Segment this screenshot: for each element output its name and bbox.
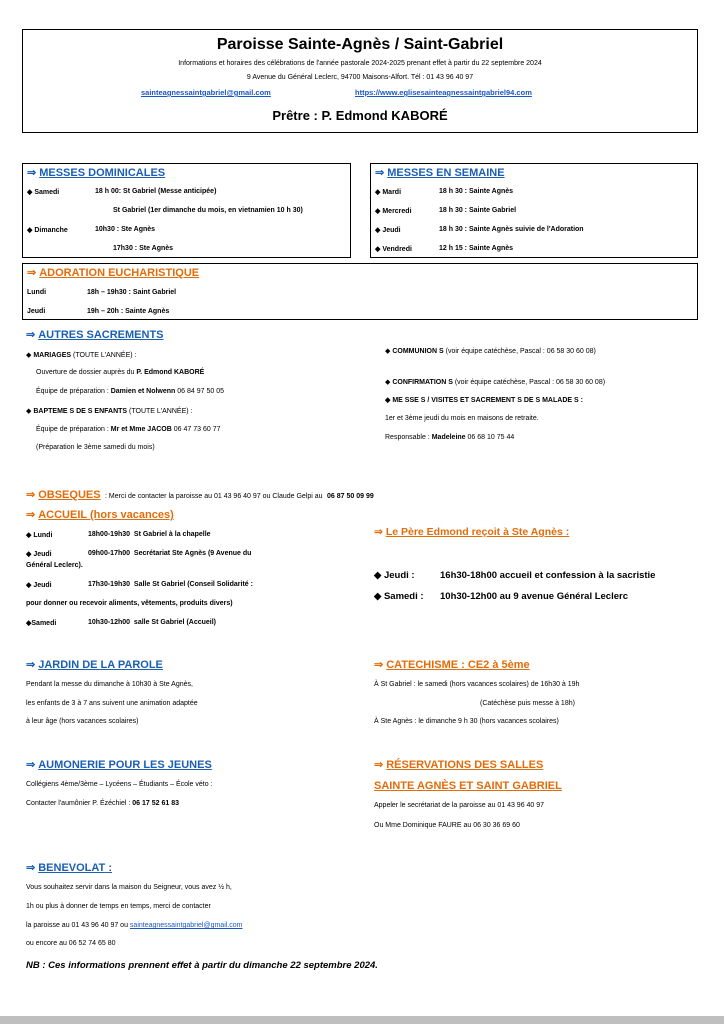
email-link[interactable]: sainteagnessaintgabriel@gmail.com (141, 88, 271, 97)
mariages-detail: Ouverture de dossier auprès du P. Edmond KABORÉ (36, 369, 205, 376)
bullet-icon: ◆ (27, 189, 33, 196)
messes-semaine-title: ⇒ MESSES EN SEMAINE (375, 167, 505, 179)
bullet-icon: ◆ (385, 348, 391, 355)
list-item-time: 18h – 19h30 : Saint Gabriel (87, 289, 177, 296)
catechisme-line: (Catéchèse puis messe à 18h) (480, 700, 575, 707)
benevolat-email-link[interactable]: sainteagnessaintgabriel@gmail.com (129, 922, 243, 929)
malades-detail: 1er et 3ème jeudi du mois en maisons de retraite. (385, 415, 539, 422)
list-item-time: 12 h 15 : Sainte Agnès (439, 245, 514, 252)
list-item: ◆ Jeudi (375, 227, 401, 234)
bullet-icon: ◆ (374, 570, 382, 581)
arrow-icon: ⇒ (26, 659, 36, 671)
header-links (23, 88, 697, 98)
list-item-time: 17h30-19h30 Salle St Gabriel (Conseil Solidarité : (88, 581, 253, 588)
bullet-icon: ◆ (26, 408, 32, 415)
malades-line: ◆ ME SSE S / VISITES ET SACREMENT S DE S MALADE S : (385, 397, 583, 404)
reservations-subtitle: SAINTE AGNÈS ET SAINT GABRIEL (374, 780, 562, 792)
list-item-time: 18 h 00: St Gabriel (Messe anticipée) (95, 188, 217, 195)
jardin-line: à leur âge (hors vacances scolaires) (26, 718, 139, 725)
arrow-icon: ⇒ (374, 526, 383, 538)
arrow-icon: ⇒ (374, 659, 384, 671)
catechisme-line: À St Gabriel : le samedi (hors vacances scolaires) de 16h30 à 19h (374, 681, 580, 688)
benevolat-phone: ou encore au 06 52 74 65 80 (26, 940, 116, 947)
parish-title: Paroisse Sainte-Agnès / Saint-Gabriel (216, 36, 504, 53)
list-item-text: St Gabriel (1er dimanche du mois, en vietnamien 10 h 30) (113, 207, 303, 214)
header-box (22, 29, 698, 133)
list-item: ◆ Samedi : (374, 591, 424, 602)
jardin-line: Pendant la messe du dimanche à 10h30 à Ste Agnès, (26, 681, 193, 688)
list-item-text: pour donner ou recevoir aliments, vêtements, produits divers) (26, 600, 233, 607)
page-bottom-border (0, 1016, 724, 1024)
list-item-time: 09h00-17h00 Secrétariat Ste Agnès (9 Avenue du (88, 550, 252, 557)
bullet-icon: ◆ (385, 397, 391, 404)
bullet-icon: ◆ (375, 208, 381, 215)
list-item-text: 10h30-12h00 au 9 avenue Général Leclerc (440, 591, 628, 602)
list-item: ◆ Samedi (27, 189, 60, 196)
bullet-icon: ◆ (26, 532, 32, 539)
reservations-line: Ou Mme Dominique FAURE au 06 30 36 69 60 (374, 822, 520, 829)
list-item: Jeudi (27, 308, 46, 315)
bullet-icon: ◆ (375, 246, 381, 253)
list-item-time: 18 h 30 : Sainte Gabriel (439, 207, 517, 214)
accueil-title: ⇒ ACCUEIL (hors vacances) (26, 509, 174, 521)
list-item-time: 10h30-12h00 salle St Gabriel (Accueil) (88, 619, 217, 626)
malades-responsable: Responsable : Madeleine 06 68 10 75 44 (385, 434, 515, 441)
benevolat-line: Vous souhaitez servir dans la maison du Seigneur, vous avez ½ h, (26, 884, 232, 891)
list-item-time: 18 h 30 : Sainte Agnès (439, 188, 514, 195)
messes-dominicales-box (22, 163, 351, 258)
mariages-team: Équipe de préparation : Damien et Nolwenn 06 84 97 50 05 (36, 388, 224, 395)
baptemes-line: ◆ BAPTEME S DE S ENFANTS (TOUTE L'ANNÉE) : (26, 408, 193, 415)
header-subtitle: Informations et horaires des célébrations de l'année pastorale 2024-2025 prenant effet à partir du 22 septembre 2024 (178, 60, 542, 67)
arrow-icon: ⇒ (27, 267, 37, 279)
catechisme-line: À Ste Agnès : le dimanche 9 h 30 (hors vacances scolaires) (374, 718, 559, 725)
arrow-icon: ⇒ (27, 167, 37, 179)
list-item-time: 10h30 : Ste Agnès (95, 226, 156, 233)
baptemes-prep: (Préparation le 3ème samedi du mois) (36, 444, 155, 451)
communions-line: ◆ COMMUNION S (voir équipe catéchèse, Pascal : 06 58 30 60 08) (385, 348, 596, 355)
list-item: ◆Samedi (26, 620, 57, 627)
bullet-icon: ◆ (27, 227, 33, 234)
arrow-icon: ⇒ (26, 489, 36, 501)
jardin-title: ⇒ JARDIN DE LA PAROLE (26, 659, 163, 671)
priest-name: Prêtre : P. Edmond KABORÉ (272, 108, 448, 123)
website-link[interactable]: https://www.eglisesainteagnessaintgabriel94.com (355, 88, 532, 97)
aumonerie-line: Collégiens 4ème/3ème – Lycéens – Étudiants – École véto : (26, 781, 213, 788)
baptemes-team: Équipe de préparation : Mr et Mme JACOB 06 47 73 60 77 (36, 426, 221, 433)
arrow-icon: ⇒ (26, 759, 36, 771)
bullet-icon: ◆ (26, 551, 32, 558)
list-item: Lundi (27, 289, 47, 296)
list-item: ◆ Jeudi (26, 551, 52, 558)
list-item-text: Général Leclerc). (26, 562, 83, 569)
list-item-time: 17h30 : Ste Agnès (113, 245, 174, 252)
confirmations-line: ◆ CONFIRMATION S (voir équipe catéchèse, Pascal : 06 58 30 60 08) (385, 379, 606, 386)
reservations-title: ⇒ RÉSERVATIONS DES SALLES (374, 759, 544, 771)
adoration-title: ⇒ ADORATION EUCHARISTIQUE (27, 267, 200, 279)
aumonerie-contact: Contacter l'aumônier P. Ézéchiel : 06 17 52 61 83 (26, 800, 179, 807)
obseques-title: ⇒ OBSEQUES (26, 489, 101, 501)
list-item: ◆ Lundi (26, 532, 53, 539)
arrow-icon: ⇒ (375, 167, 385, 179)
list-item: ◆ Mardi (375, 189, 402, 196)
obseques-line: ⇒ OBSEQUES : Merci de contacter la paroisse au 01 43 96 40 97 ou Claude Gelpi au 06 87 50 09 99 (26, 489, 374, 501)
jardin-line: les enfants de 3 à 7 ans suivent une animation adaptée (26, 700, 198, 707)
header-address: 9 Avenue du Général Leclerc, 94700 Maisons-Alfort. Tél : 01 43 96 40 97 (246, 74, 474, 81)
reservations-line: Appeler le secrétariat de la paroisse au 01 43 96 40 97 (374, 802, 545, 809)
bullet-icon: ◆ (385, 379, 391, 386)
list-item: ◆ Dimanche (27, 227, 68, 234)
list-item-text: 16h30-18h00 accueil et confession à la sacristie (440, 570, 656, 581)
bullet-icon: ◆ (26, 620, 32, 627)
list-item-time: 18h00-19h30 St Gabriel à la chapelle (88, 531, 211, 538)
arrow-icon: ⇒ (26, 509, 36, 521)
catechisme-title: ⇒ CATECHISME : CE2 à 5ème (374, 659, 530, 671)
benevolat-contact: la paroisse au 01 43 96 40 97 ou sainteagnessaintgabriel@gmail.com (26, 922, 243, 929)
bullet-icon: ◆ (26, 352, 32, 359)
benevolat-line: 1h ou plus à donner de temps en temps, merci de contacter (26, 903, 211, 910)
arrow-icon: ⇒ (26, 329, 36, 341)
arrow-icon: ⇒ (26, 862, 36, 874)
bullet-icon: ◆ (374, 591, 382, 602)
arrow-icon: ⇒ (374, 759, 384, 771)
list-item: ◆ Vendredi (375, 246, 412, 253)
messes-semaine-box (370, 163, 698, 258)
benevolat-title: ⇒ BENEVOLAT : (26, 862, 112, 874)
bullet-icon: ◆ (375, 189, 381, 196)
bullet-icon: ◆ (375, 227, 381, 234)
list-item: ◆ Jeudi : (374, 570, 415, 581)
nb-note: NB : Ces informations prennent effet à partir du dimanche 22 septembre 2024. (26, 960, 378, 971)
autres-sacrements-title: ⇒ AUTRES SACREMENTS (26, 329, 164, 341)
aumonerie-title: ⇒ AUMONERIE POUR LES JEUNES (26, 759, 212, 771)
list-item: ◆ Jeudi (26, 582, 52, 589)
adoration-box (22, 263, 698, 320)
mariages-line: ◆ MARIAGES (TOUTE L'ANNÉE) : (26, 352, 137, 359)
messes-dominicales-title: ⇒ MESSES DOMINICALES (27, 167, 166, 179)
pere-edmond-title: ⇒ Le Père Edmond reçoit à Ste Agnès : (374, 526, 570, 538)
bullet-icon: ◆ (26, 582, 32, 589)
list-item: ◆ Mercredi (375, 208, 412, 215)
list-item-time: 19h – 20h : Sainte Agnès (87, 308, 170, 315)
list-item-time: 18 h 30 : Sainte Agnès suivie de l'Adoration (439, 226, 584, 233)
